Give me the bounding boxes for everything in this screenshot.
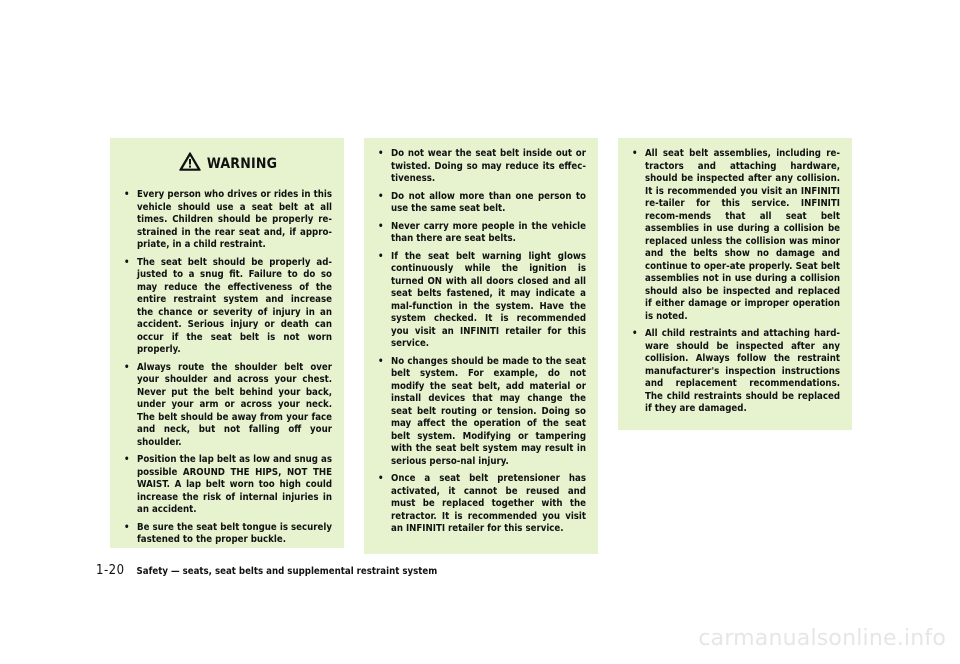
list-item: • Never carry more people in the vehicle than there are seat belts. (378, 220, 586, 244)
list-item: • Every person who drives or rides in this vehicle should use a seat belt at all times. Children should be properly re-strained in the rear seat and, if appro-priate, in a child restraint. (124, 189, 332, 250)
bullet-icon: • (124, 521, 130, 533)
bullet-icon: • (378, 250, 384, 262)
list-item: • Position the lap belt as low and snug as possible AROUND THE HIPS, NOT THE WAIST. A lap belt worn too high could increase the risk of internal injuries in an accident. (124, 454, 332, 515)
page-number: 1-20 (96, 563, 125, 578)
list-item: • Do not wear the seat belt inside out or twisted. Doing so may reduce its effec-tiveness. (378, 148, 586, 184)
bullet-icon: • (378, 473, 384, 484)
bullet-icon: • (378, 148, 384, 159)
bullet-icon: • (378, 355, 384, 367)
warning-header (124, 152, 332, 175)
section-title: Safety — seats, seat belts and supplemental restraint system (136, 566, 438, 577)
warning-list-column-2 (378, 148, 586, 536)
list-item: • Be sure the seat belt tongue is securely fastened to the proper buckle. (124, 521, 332, 545)
page-footer (96, 563, 437, 578)
bullet-icon: • (124, 189, 130, 200)
bullet-icon: • (632, 148, 638, 159)
warning-triangle-icon (179, 152, 201, 175)
list-item: • If the seat belt warning light glows continuously while the ignition is turned ON with all doors closed and all seat belts fastened, it may indicate a mal-function in the system. Have the system checked. It is recommended you visit an INFINITI retailer for this service. (378, 250, 586, 349)
bullet-icon: • (124, 256, 130, 268)
list-item: • All child restraints and attaching hard-ware should be inspected after any collision. Always follow the restraint manufacturer's inspection instructions and replacement recommendations. The child restraints should be replaced if they are damaged. (632, 328, 840, 414)
warning-list-column-1 (124, 189, 332, 547)
bullet-icon: • (378, 190, 384, 202)
watermark-text: carmanualsonline.info (698, 626, 946, 651)
list-item: • Once a seat belt pretensioner has activated, it cannot be reused and must be replaced together with the retractor. It is recommended you visit an INFINITI retailer for this service. (378, 473, 586, 534)
warning-list-column-3 (632, 148, 840, 416)
bullet-icon: • (632, 328, 638, 339)
list-item: • The seat belt should be properly ad-justed to a snug fit. Failure to do so may reduce the effectiveness of the entire restraint system and increase the chance or severity of injury in an accident. Serious injury or death can occur if the seat belt is not worn properly. (124, 256, 332, 355)
warning-panel-column-2 (364, 138, 598, 554)
warning-panel-column-3 (618, 138, 852, 430)
warning-title: WARNING (206, 155, 278, 172)
bullet-icon: • (124, 361, 130, 373)
bullet-icon: • (378, 220, 384, 232)
list-item: • Do not allow more than one person to use the same seat belt. (378, 190, 586, 214)
list-item: • No changes should be made to the seat belt system. For example, do not modify the seat belt, add material or install devices that may change the seat belt routing or tension. Doing so may affect the operation of the seat belt system. Modifying or tampering with the seat belt system may result in serious perso-nal injury. (378, 355, 586, 467)
warning-panel-column-1 (110, 138, 344, 548)
list-item: • All seat belt assemblies, including re-tractors and attaching hardware, should be inspected after any collision. It is recommended you visit an INFINITI re-tailer for this service. INFINITI recom-mends that all seat belt assemblies in use during a collision be replaced unless the collision was minor and the belts show no damage and continue to oper-ate properly. Seat belt assemblies not in use during a collision should also be inspected and replaced if either damage or improper operation is noted. (632, 148, 840, 322)
list-item: • Always route the shoulder belt over your shoulder and across your chest. Never put the belt behind your back, under your arm or across your neck. The belt should be away from your face and neck, but not falling off your shoulder. (124, 361, 332, 448)
bullet-icon: • (124, 454, 130, 465)
